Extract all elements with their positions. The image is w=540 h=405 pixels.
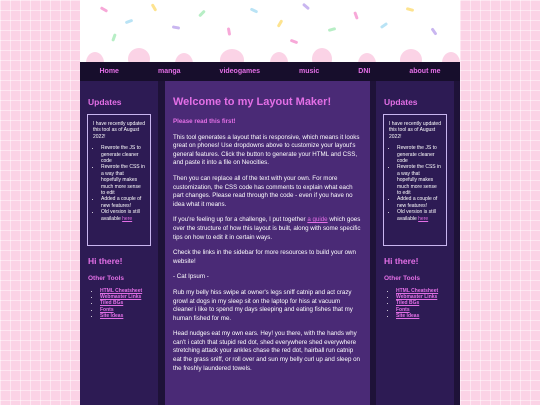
nav-link-dni[interactable]: DNI — [358, 68, 371, 75]
cat-ipsum-paragraph: Head nudges eat my own ears. Hey! you there, with the hands why can't i catch that stupid red dot, shed everywhere shed everywhere stretching attack your ankles chase the red dot, hairball run catnip eat the grass sniff, or roll over and sun my belly curl up and sleep on the freshly laundered towels. — [173, 330, 360, 372]
nav-link-music[interactable]: music — [299, 68, 320, 75]
tools-list — [384, 288, 438, 319]
frosting-header-banner — [80, 0, 460, 62]
tool-link-html-cheatsheet[interactable]: HTML Cheatsheet — [396, 288, 439, 294]
other-tools-heading: Other Tools — [88, 275, 124, 282]
tool-link-tiled-bgs[interactable]: Tiled BGs — [396, 300, 420, 307]
updates-item: • Rewrote the CSS in a way that hopefully makes much more sense to edit — [397, 164, 441, 196]
tool-link-fonts[interactable]: Fonts — [100, 306, 114, 313]
sidebar-links-paragraph: Check the links in the sidebar for more resources to build your own website! — [173, 249, 356, 265]
updates-box — [383, 114, 447, 246]
updates-heading: Updates — [88, 97, 122, 107]
updates-item: • Added a couple of new features! — [397, 196, 441, 209]
nav-link-manga[interactable]: manga — [157, 68, 181, 75]
guide-paragraph: If you're feeling up for a challenge, I put together a guide which goes over the structure of how this layout is built, along with some specific tips on how to edit it in certain ways. — [173, 216, 361, 241]
updates-item: • Rewrote the JS to generate cleaner code — [101, 145, 145, 164]
tool-link-webmaster-links[interactable]: Webmaster Links — [100, 294, 142, 301]
old-version-link[interactable]: here — [418, 215, 429, 222]
cat-ipsum-paragraph: Rub my belly hiss swipe at owner's legs sniff catnip and act crazy growl at dogs in my sleep sit on the laptop for hiss at vacuum cleaner i like to spend my days sleeping and eating fishes that my human fished for me. — [173, 288, 353, 322]
updates-list — [93, 145, 145, 222]
read-first-subtitle: Please read this first! — [173, 118, 236, 125]
hi-there-heading: Hi there! — [384, 256, 419, 266]
tool-link-site-ideas[interactable]: Site Ideas — [100, 312, 124, 319]
nav-link-home[interactable]: Home — [99, 68, 119, 75]
intro-paragraph: This tool generates a layout that is responsive, which means it looks great on phones! Use dropdowns above to customize your layout's general features. Click the button to generate your HTML and CSS, and paste it into a file on Neocities. — [173, 133, 360, 167]
tool-link-tiled-bgs[interactable]: Tiled BGs — [100, 300, 124, 307]
updates-item-old-version: • Old version is still available here — [397, 209, 441, 222]
nav-link-videogames[interactable]: videogames — [219, 68, 261, 75]
tools-list — [88, 288, 142, 319]
updates-item: • Rewrote the JS to generate cleaner code — [397, 145, 441, 164]
tool-link-webmaster-links[interactable]: Webmaster Links — [396, 294, 438, 301]
updates-item-old-version: • Old version is still available here — [101, 209, 145, 222]
updates-box — [87, 114, 151, 246]
tool-link-fonts[interactable]: Fonts — [396, 306, 410, 313]
guide-link[interactable]: a guide — [307, 216, 328, 224]
main-content — [165, 81, 370, 405]
other-tools-heading: Other Tools — [384, 275, 420, 282]
updates-item: • Rewrote the CSS in a way that hopefully makes much more sense to edit — [101, 164, 145, 196]
tool-link-html-cheatsheet[interactable]: HTML Cheatsheet — [100, 288, 143, 294]
customization-paragraph: Then you can replace all of the text with your own. For more customization, the CSS code has comments to explain what each part changes. Please read through the code - even if you have no idea what it means. — [173, 174, 353, 208]
updates-intro: I have recently updated this tool as of August 2022! — [93, 121, 145, 140]
updates-heading: Updates — [384, 97, 418, 107]
tool-link-site-ideas[interactable]: Site Ideas — [396, 312, 420, 319]
updates-list — [389, 145, 441, 222]
layout-container — [80, 81, 460, 405]
nav-link-about-me[interactable]: about me — [409, 68, 441, 75]
right-sidebar — [376, 81, 454, 405]
page-title: Welcome to my Layout Maker! — [173, 96, 332, 108]
updates-intro: I have recently updated this tool as of August 2022! — [389, 121, 441, 140]
hi-there-heading: Hi there! — [88, 256, 123, 266]
cat-ipsum-label: - Cat Ipsum - — [173, 273, 209, 281]
old-version-link[interactable]: here — [122, 215, 133, 222]
left-sidebar — [80, 81, 158, 405]
updates-item: • Added a couple of new features! — [101, 196, 145, 209]
top-navigation — [80, 62, 460, 81]
